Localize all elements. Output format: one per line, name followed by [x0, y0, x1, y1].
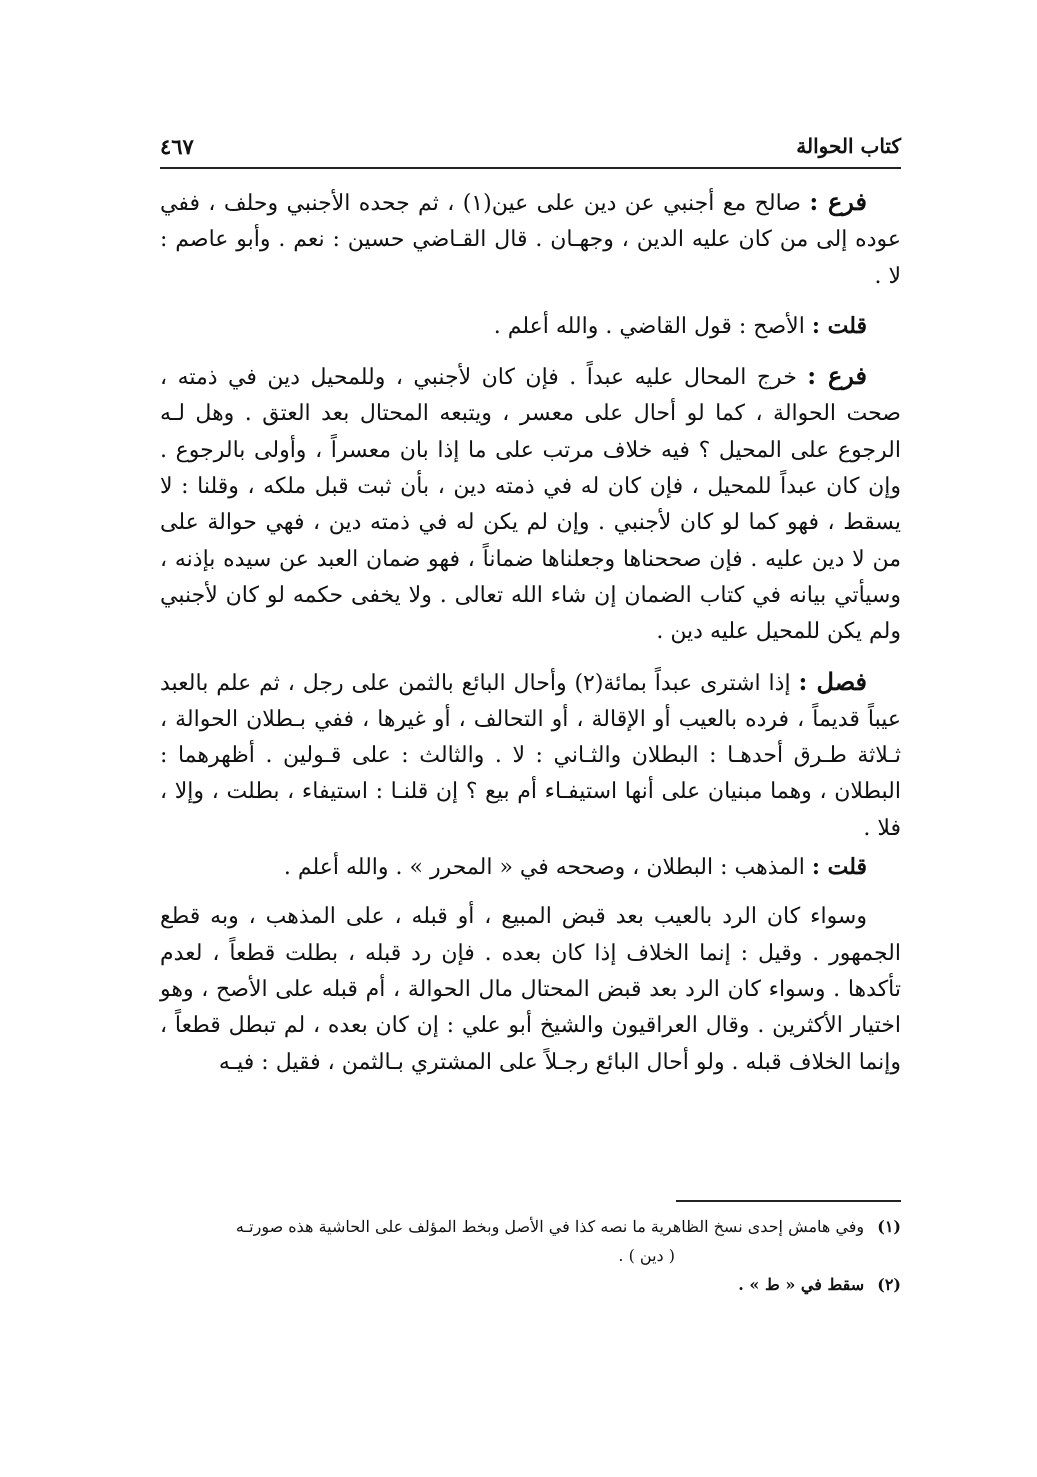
paragraph-text: خرج المحال عليه عبداً . فإن كان لأجنبي ، وللمحيل دين في ذمته ، صحت الحوالة ، كما لو أحال على معسر ، ويتبعه المحتال بعد العتق . وهل لـه الرجوع على المحيل ؟ فيه خلاف مرتب على ما إذا بان معسراً ، وأولى بالرجوع . وإن كان عبداً للمحيل ، فإن كان له في ذمته دين ، بأن ثبت قبل ملكه ، وقلنا : لا يسقط ، فهو كما لو كان لأجنبي . وإن لم يكن له في ذمته دين ، فهي حوالة على من لا دين عليه . فإن صححناها وجعلناها ضماناً ، فهو ضمان العبد عن سيده بإذنه ، وسيأتي بيانه في كتاب الضمان إن شاء الله تعالى . ولا يخفى حكمه لو كان لأجنبي ولم يكن للمحيل عليه دين .	[160, 365, 901, 645]
footnote-number: (١)	[877, 1217, 901, 1236]
paragraph-text: المذهب : البطلان ، وصححه في « المحرر » . والله أعلم .	[283, 855, 805, 881]
qult-lead: قلت :	[811, 312, 867, 339]
paragraph-qult-1	[160, 308, 901, 345]
footnote-rule	[676, 1200, 901, 1202]
paragraph-fasl	[160, 664, 901, 847]
paragraph-far-1	[160, 184, 901, 295]
page-header	[160, 128, 901, 164]
footnote-text: وفي هامش إحدى نسخ الظاهرية ما نصه كذا في الأصل وبخط المؤلف على الحاشية هذه صورتـه	[235, 1217, 865, 1236]
running-title: كتاب الحوالة	[796, 134, 901, 158]
paragraph-text: وسواء كان الرد بالعيب بعد قبض المبيع ، أو قبله ، على المذهب ، وبه قطع الجمهور . وقيل : إنما الخلاف إذا كان بعده . فإن رد قبله ، بطلت قطعاً ، لعدم تأكدها . وسواء كان الرد بعد قبض المحتال مال الحوالة ، أم قبله على الأصح ، وهو اختيار الأكثرين . وقال العراقيون والشيخ أبو علي : إن كان بعده ، لم تبطل قطعاً ، وإنما الخلاف قبله . ولو أحال البائع رجـلاً على المشتري بـالثمن ، فقيل : فيـه	[160, 904, 901, 1075]
footnotes	[160, 1212, 901, 1299]
page-number: ٤٦٧	[160, 133, 194, 159]
footnote-number: (٢)	[877, 1275, 901, 1294]
main-text	[160, 184, 901, 1094]
paragraph-qult-2	[160, 849, 901, 886]
footnote-1	[160, 1212, 901, 1241]
section-lead: فرع :	[809, 187, 868, 216]
paragraph-text: إذا اشترى عبداً بمائة(٢) وأحال البائع بالثمن على رجل ، ثم علم بالعبد عيباً قديماً ، فرده بالعيب أو الإقالة ، أو التحالف ، أو غيرها ، ففي بـطلان الحوالة ، ثـلاثة طـرق أحدهـا : البطلان والثـاني : لا . والثالث : على قـولين . أظهرهما : البطلان ، وهما مبنيان على أنها استيفـاء أم بيع ؟ إن قلنـا : استيفاء ، بطلت ، وإلا ، فلا .	[160, 670, 901, 841]
paragraph-text: صالح مع أجنبي عن دين على عين(١) ، ثم جحده الأجنبي وحلف ، ففي عوده إلى من كان عليه الدين ، وجهـان . قال القـاضي حسين : نعم . وأبو عاصم : لا .	[160, 191, 901, 289]
footnote-text: سقط في « ط » .	[738, 1275, 865, 1294]
section-lead: فرع :	[807, 361, 868, 391]
paragraph-far-2	[160, 358, 901, 650]
section-lead: فصل :	[798, 666, 868, 696]
header-rule	[160, 167, 901, 169]
footnote-1-continuation: ( دين ) .	[618, 1246, 675, 1265]
footnote-2	[160, 1270, 901, 1299]
qult-lead: قلت :	[811, 854, 867, 881]
paragraph-text: الأصح : قول القاضي . والله أعلم .	[493, 313, 805, 339]
paragraph-continuation	[160, 899, 901, 1080]
